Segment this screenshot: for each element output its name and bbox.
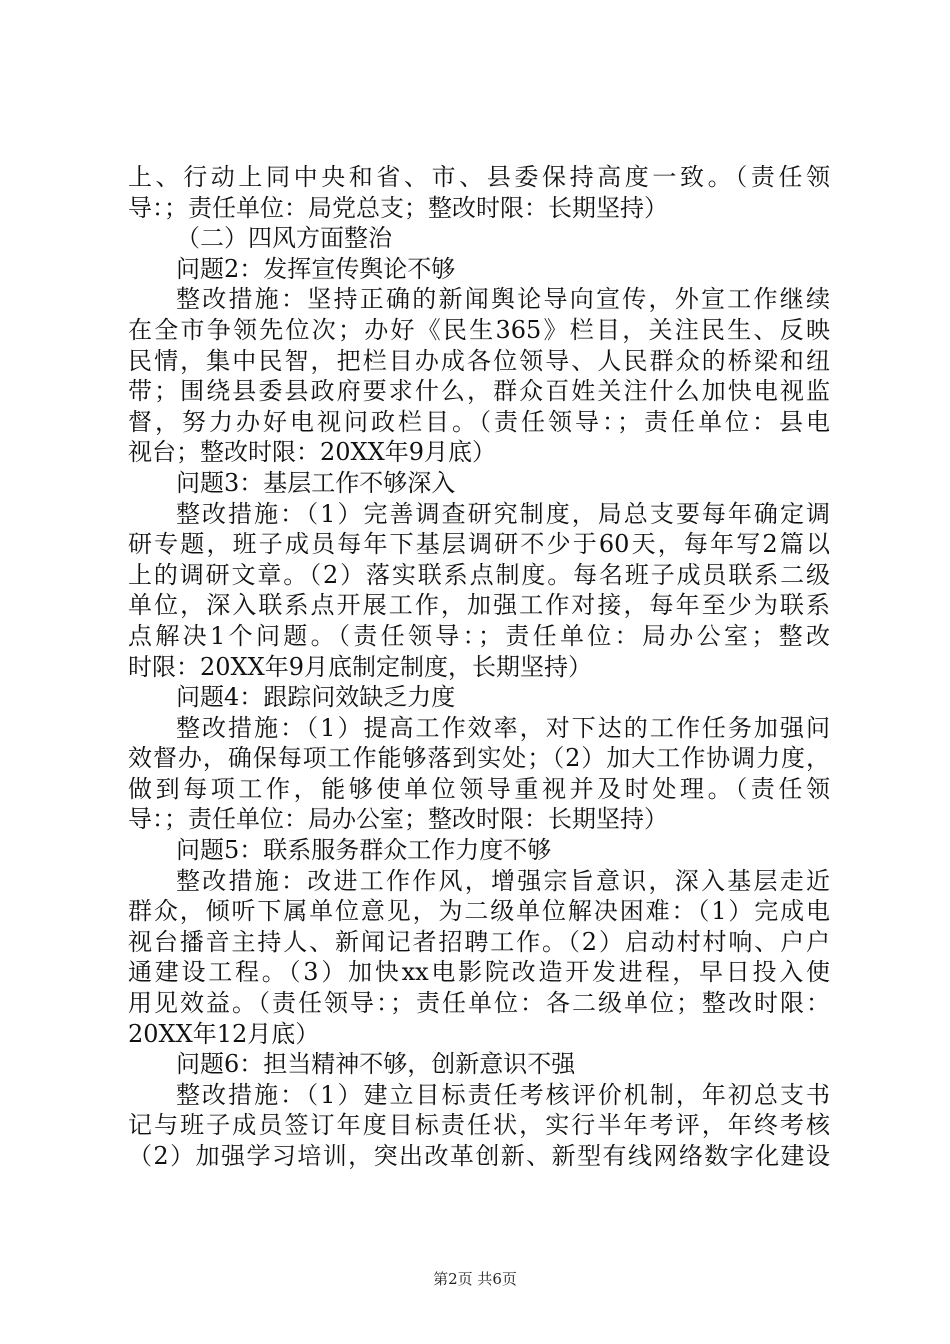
body-text-line: 整改措施：坚持正确的新闻舆论导向宣传，外宣工作继续: [176, 285, 830, 314]
body-text-line: 通建设工程。（3）加快xx电影院改造开发进程，早日投入使: [128, 958, 830, 987]
page-footer: 第2页 共6页: [433, 1270, 517, 1288]
document-body: [128, 162, 830, 1172]
body-text-line: 导：；责任单位：局办公室；整改时限：长期坚持）: [128, 805, 668, 834]
body-text-line: （2）加强学习培训，突出改革创新、新型有线网络数字化建设: [128, 1142, 830, 1170]
body-text-line: 做到每项工作，能够使单位领导重视并及时处理。（责任领: [128, 774, 830, 803]
body-text-line: 20XX年12月底）: [128, 1019, 320, 1048]
body-text-line: 用见效益。（责任领导：；责任单位：各二级单位；整改时限：: [128, 989, 830, 1018]
body-text-line: 督，努力办好电视问政栏目。（责任领导：；责任单位：县电: [128, 407, 830, 436]
body-text-line: 记与班子成员签订年度目标责任状，实行半年考评，年终考核: [128, 1111, 830, 1140]
body-text-line: 民情，集中民智，把栏目办成各位领导、人民群众的桥梁和纽: [128, 346, 830, 375]
body-text-line: 问题5：联系服务群众工作力度不够: [176, 836, 552, 865]
body-text-line: 问题3：基层工作不够深入: [176, 468, 456, 497]
body-text-line: （二）四风方面整治: [176, 224, 392, 253]
body-text-line: 整改措施：（1）完善调查研究制度，局总支要每年确定调: [176, 499, 830, 528]
body-text-line: 整改措施：（1）提高工作效率，对下达的工作任务加强问: [176, 713, 830, 742]
body-text-line: 问题6：担当精神不够，创新意识不强: [176, 1050, 576, 1079]
body-text-line: 群众，倾听下属单位意见，为二级单位解决困难：（1）完成电: [128, 897, 830, 926]
body-text-line: 视台播音主持人、新闻记者招聘工作。（2）启动村村响、户户: [128, 927, 830, 956]
body-text-line: 上、行动上同中央和省、市、县委保持高度一致。（责任领: [128, 163, 830, 191]
body-text-line: 研专题，班子成员每年下基层调研不少于60天，每年写2篇以: [128, 530, 830, 559]
body-text-line: 问题4：跟踪问效缺乏力度: [176, 683, 456, 712]
body-text-line: 带；围绕县委县政府要求什么，群众百姓关注什么加快电视监: [128, 377, 830, 406]
body-text-line: 整改措施：（1）建立目标责任考核评价机制，年初总支书: [176, 1080, 830, 1109]
body-text-line: 视台；整改时限：20XX年9月底）: [128, 438, 496, 467]
body-text-line: 效督办，确保每项工作能够落到实处；（2）加大工作协调力度，: [128, 744, 830, 773]
body-text-line: 整改措施：改进工作作风，增强宗旨意识，深入基层走近: [176, 866, 830, 895]
body-text-line: 问题2：发挥宣传舆论不够: [176, 254, 456, 283]
body-text-line: 上的调研文章。（2）落实联系点制度。每名班子成员联系二级: [128, 560, 830, 589]
body-text-line: 点解决1个问题。（责任领导：；责任单位：局办公室；整改: [128, 621, 830, 650]
body-text-line: 在全市争领先位次；办好《民生365》栏目，关注民生、反映: [128, 315, 830, 344]
body-text-line: 时限：20XX年9月底制定制度，长期坚持）: [128, 652, 592, 681]
body-text-line: 单位，深入联系点开展工作，加强工作对接，每年至少为联系: [128, 591, 830, 620]
body-text-line: 导：；责任单位：局党总支；整改时限：长期坚持）: [128, 193, 668, 222]
